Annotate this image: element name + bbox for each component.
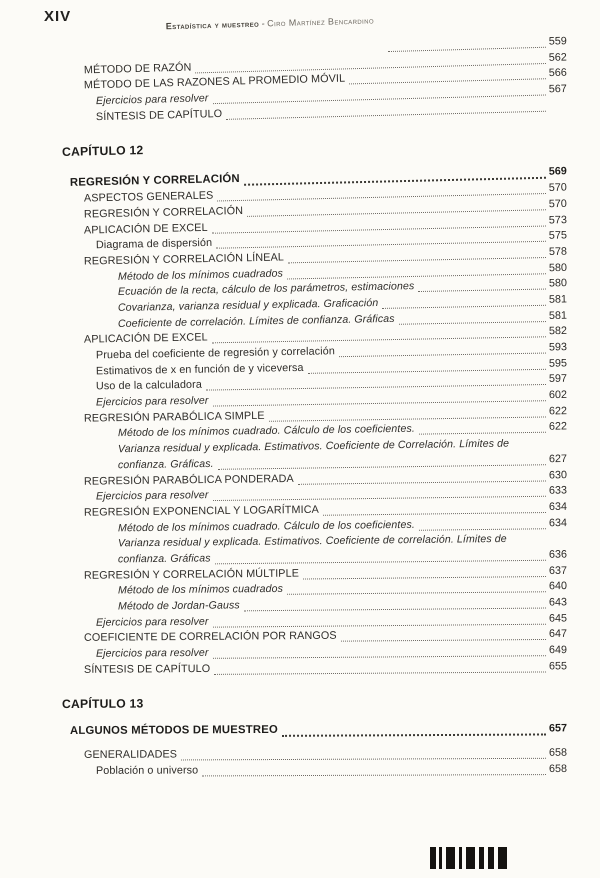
dotted-leader [303, 574, 546, 579]
toc-entry-label: confianza. Gráficas. [117, 457, 214, 472]
toc-entry-label: Población o universo [95, 764, 199, 777]
chapter-heading: CAPÍTULO 12 [61, 143, 144, 160]
toc-entry-label: Ejercicios para resolver [95, 489, 209, 503]
dotted-leader [181, 757, 546, 761]
toc-entry-label: Varianza residual y explicada. Estimativos. Coeficiente de correlación. Límites de [117, 533, 507, 550]
toc-entry-label: SÍNTESIS DE CAPÍTULO [83, 662, 211, 676]
toc-entry-label: GENERALIDADES [83, 748, 178, 762]
toc-entry-page-number: 593 [548, 341, 568, 354]
toc-entry-page-number: 645 [548, 612, 568, 625]
barcode [430, 847, 507, 869]
toc-entry-label: REGRESIÓN Y CORRELACIÓN [83, 204, 244, 221]
toc-entry-page-number: 640 [548, 580, 568, 593]
toc-entry-page-number: 597 [548, 373, 568, 386]
toc-entry-page-number: 573 [548, 213, 568, 226]
dotted-leader [382, 303, 546, 308]
toc-entry-page-number: 575 [548, 229, 568, 242]
toc-entry-page-number: 595 [548, 357, 568, 370]
toc-entry-label: REGRESIÓN Y CORRELACIÓN LÍNEAL [83, 251, 285, 268]
toc-entry-page-number: 566 [548, 67, 567, 80]
toc-entry-label: Covarianza, varianza residual y explicada. Graficación [117, 296, 379, 314]
toc-entry-page-number: 581 [548, 293, 568, 306]
toc-entry-page-number: 570 [548, 181, 568, 195]
dotted-leader [339, 351, 546, 357]
toc-entry-page-number: 643 [548, 596, 568, 609]
toc-entry-label: confianza. Gráficas [117, 552, 211, 566]
toc-entry-label: Método de los mínimos cuadrados [117, 267, 284, 283]
toc-entry-page-number: 582 [548, 325, 568, 338]
toc-entry-label: Ejercicios para resolver [95, 394, 209, 409]
toc-entry-label: Ejercicios para resolver [95, 92, 209, 108]
toc-entry-label: Método de los mínimos cuadrado. Cálculo de los coeficientes. [117, 518, 415, 534]
running-header-separator: - [259, 18, 268, 29]
toc-entry-page-number: 570 [548, 197, 568, 211]
running-header-author: Ciro Martínez Bencardino [267, 15, 375, 29]
toc-entry-label: Ecuación de la recta, cálculo de los parámetros, estimaciones [117, 280, 415, 299]
dotted-leader [202, 773, 546, 776]
dotted-leader [287, 590, 546, 595]
toc-entry-label: Método de los mínimos cuadrados [117, 583, 284, 597]
toc-entry-label: APLICACIÓN DE EXCEL [83, 221, 208, 237]
toc-entry-label: Método de los mínimos cuadrado. Cálculo de los coeficientes. [117, 423, 415, 440]
dotted-leader [323, 511, 546, 516]
toc-entry-label: Ejercicios para resolver [95, 615, 209, 629]
toc-entry-page-number: 634 [548, 516, 568, 529]
running-header-book-title: Estadística y muestreo [165, 18, 260, 32]
toc-entry-label: ASPECTOS GENERALES [83, 189, 214, 205]
toc-entry-label: REGRESIÓN Y CORRELACIÓN [69, 173, 240, 190]
toc-entry-label: Ejercicios para resolver [95, 646, 209, 660]
toc-entry-page-number: 580 [548, 277, 568, 290]
dotted-leader [214, 670, 546, 674]
toc-entry-page-number: 636 [548, 548, 568, 561]
dotted-leader [419, 527, 546, 531]
toc-entry-label: Método de Jordan-Gauss [117, 599, 240, 613]
toc-entry [62, 746, 573, 764]
toc-entry-label: Estimativos de x en función de y viceversa [95, 361, 304, 378]
toc-entry-page-number: 658 [548, 762, 568, 775]
toc-entry-page-number [549, 108, 573, 109]
toc-entry-page-number: 649 [548, 644, 568, 657]
toc-entry-label: REGRESIÓN PARABÓLICA SIMPLE [83, 409, 265, 425]
toc-entry-page-number: 581 [548, 309, 568, 322]
dotted-leader [341, 638, 546, 642]
toc-entry-page-number: 602 [548, 388, 568, 402]
toc-entry-label: SÍNTESIS DE CAPÍTULO [95, 107, 223, 123]
toc-entry-page-number: 580 [548, 261, 568, 274]
toc-entry-page-number: 647 [548, 628, 568, 641]
dotted-leader [213, 654, 547, 659]
toc-entry-page-number: 622 [548, 420, 568, 434]
toc-entry-page-number: 637 [548, 564, 568, 577]
toc-entry-label: ALGUNOS MÉTODOS DE MUESTREO [69, 724, 278, 738]
toc-entry-page-number: 634 [548, 500, 568, 513]
toc-entry-label: MÉTODO DE LAS RAZONES AL PROMEDIO MÓVIL [83, 72, 346, 92]
toc-entry-page-number: 627 [548, 452, 568, 466]
toc-entry-page-number: 658 [548, 746, 568, 759]
dotted-leader [399, 319, 546, 324]
toc-entry-page-number: 569 [548, 165, 567, 179]
dotted-leader [215, 558, 546, 564]
page-number: XIV [44, 8, 72, 25]
toc-entry-label: Varianza residual y explicada. Estimativos. Coeficiente de Correlación. Límites de [117, 437, 510, 456]
toc-entry-label: Uso de la calculadora [95, 379, 203, 393]
dotted-leader [213, 622, 547, 627]
toc-entry-page-number: 657 [548, 722, 568, 735]
chapter-heading: CAPÍTULO 13 [61, 696, 144, 712]
toc-entry-label: Prueba del coeficiente de regresión y correlación [95, 345, 336, 362]
toc-entry-label: Diagrama de dispersión [95, 237, 213, 252]
table-of-contents [61, 35, 573, 780]
dotted-leader [244, 606, 546, 611]
toc-entry [62, 762, 573, 780]
toc-entry-label: REGRESIÓN EXPONENCIAL Y LOGARÍTMICA [83, 503, 319, 519]
toc-entry-label: Coeficiente de correlación. Límites de confianza. Gráficas [117, 312, 395, 330]
toc-entry-page-number: 578 [548, 245, 568, 258]
toc-entry-label: REGRESIÓN PARABÓLICA PONDERADA [83, 472, 294, 488]
toc-entry-page-number: 562 [548, 51, 567, 64]
toc-entry-label: COEFICIENTE DE CORRELACIÓN POR RANGOS [83, 630, 337, 645]
dotted-leader [419, 431, 546, 435]
toc-entry-page-number: 630 [548, 468, 568, 481]
running-header [0, 11, 540, 36]
toc-entry-page-number: 559 [548, 35, 567, 48]
dotted-leader [298, 479, 546, 484]
toc-entry-page-number: 633 [548, 484, 568, 497]
toc-entry-page-number: 655 [548, 660, 568, 673]
dotted-leader [418, 287, 546, 291]
dotted-leader [226, 109, 546, 119]
toc-entry [62, 659, 573, 678]
toc-entry-label: MÉTODO DE RAZÓN [83, 61, 192, 77]
toc-entry-label: APLICACIÓN DE EXCEL [83, 331, 208, 346]
dotted-leader [282, 733, 546, 737]
toc-entry-page-number: 567 [548, 83, 567, 96]
toc-entry-label: REGRESIÓN Y CORRELACIÓN MÚLTIPLE [83, 567, 300, 582]
toc-entry-page-number: 622 [548, 404, 568, 418]
toc-entry [62, 722, 573, 740]
